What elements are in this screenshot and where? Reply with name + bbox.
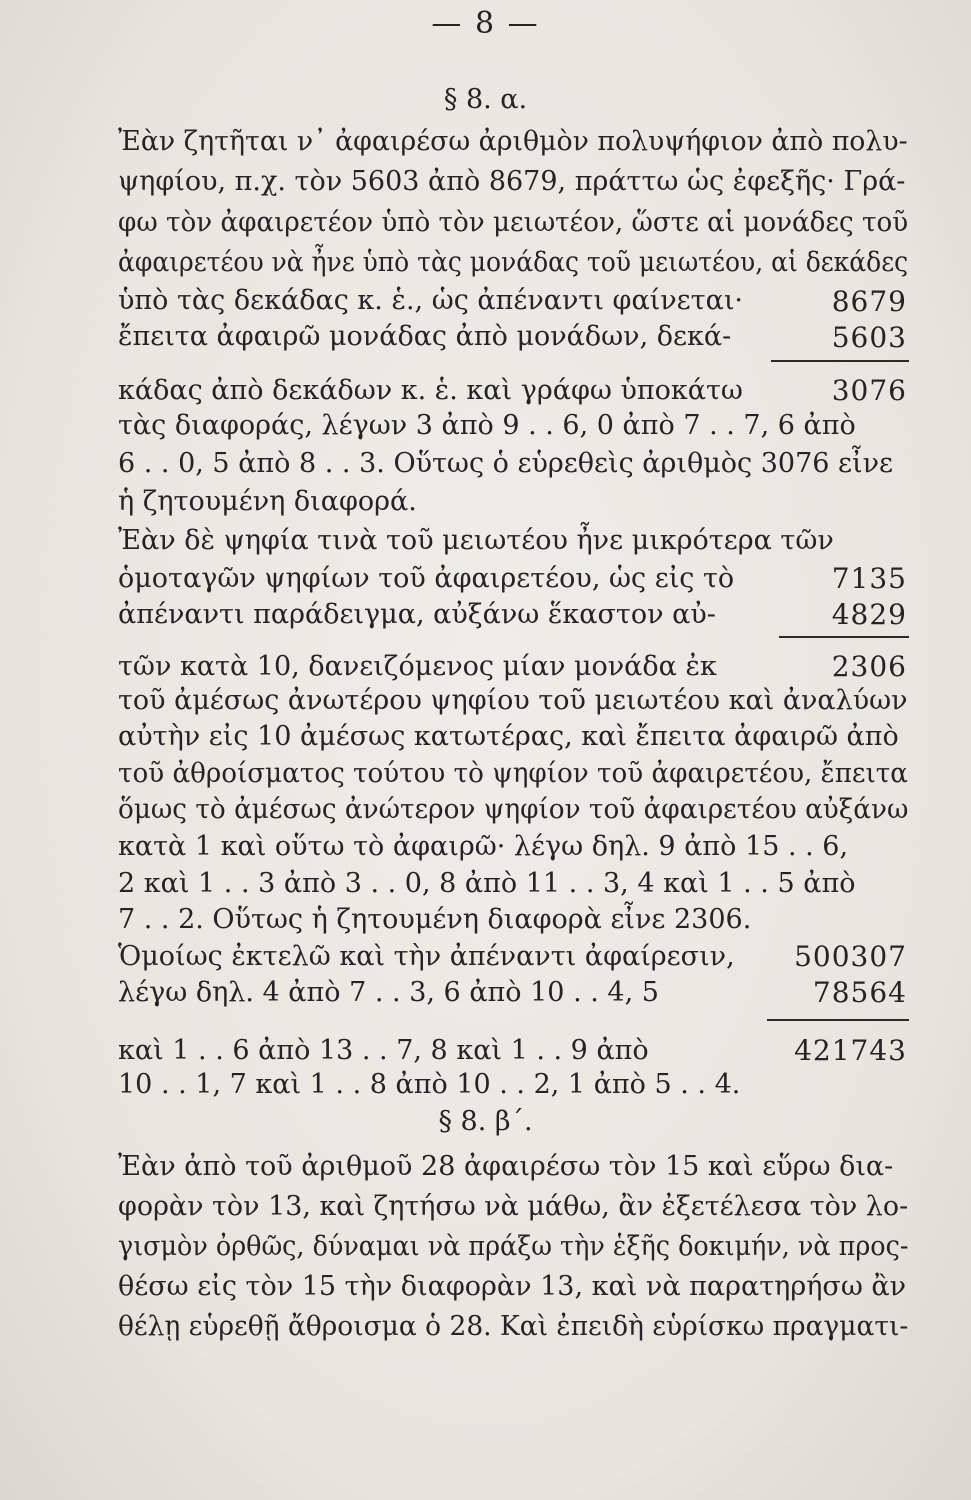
text-line: τῶν κατὰ 10, δανειζόμενος μίαν μονάδα ἐκ bbox=[118, 651, 717, 682]
text-line: φορὰν τὸν 13, καὶ ζητήσω νὰ μάθω, ἂν ἐξετέλεσα τὸν λο- bbox=[118, 1191, 909, 1222]
subtrahend: 4829 bbox=[831, 598, 907, 631]
difference: 3076 bbox=[831, 374, 907, 407]
text-line: κατὰ 1 καὶ οὕτω τὸ ἀφαιρῶ· λέγω δηλ. 9 ἀπὸ 15 . . 6, bbox=[118, 831, 849, 862]
text-line: τοῦ ἀμέσως ἀνωτέρου ψηφίου τοῦ μειωτέου καὶ ἀναλύων bbox=[118, 685, 908, 716]
subtraction-rule bbox=[771, 360, 909, 362]
text-line: ἔπειτα ἀφαιρῶ μονάδας ἀπὸ μονάδων, δεκά- bbox=[118, 321, 732, 352]
text-line: αὐτὴν εἰς 10 ἀμέσως κατωτέρας, καὶ ἔπειτα ἀφαιρῶ ἀπὸ bbox=[118, 721, 899, 752]
text-line: 2 καὶ 1 . . 3 ἀπὸ 3 . . 0, 8 ἀπὸ 11 . . 3, 4 καὶ 1 . . 5 ἀπὸ bbox=[118, 868, 856, 899]
text-line: ἡ ζητουμένη διαφορά. bbox=[118, 486, 417, 517]
subtraction-rule bbox=[767, 1019, 909, 1021]
text-line: Ἐὰν ζητῆται ν᾽ ἀφαιρέσω ἀριθμὸν πολυψήφιον ἀπὸ πολυ- bbox=[118, 126, 908, 157]
text-line: Ἐὰν ἀπὸ τοῦ ἀριθμοῦ 28 ἀφαιρέσω τὸν 15 καὶ εὕρω δια- bbox=[118, 1151, 894, 1182]
text-line: λέγω δηλ. 4 ἀπὸ 7 . . 3, 6 ἀπὸ 10 . . 4, 5 bbox=[118, 977, 659, 1008]
subtrahend: 78564 bbox=[812, 976, 907, 1009]
page-number: — 8 — bbox=[431, 6, 540, 41]
section-heading: § 8. α. bbox=[443, 84, 528, 115]
text-line: θέλῃ εὑρεθῇ ἄθροισμα ὁ 28. Καὶ ἐπειδὴ εὑρίσκω πραγματι- bbox=[118, 1311, 909, 1342]
text-line: κάδας ἀπὸ δεκάδων κ. ἑ. καὶ γράφω ὑποκάτω bbox=[118, 375, 743, 406]
text-line: Ἐὰν δὲ ψηφία τινὰ τοῦ μειωτέου ἦνε μικρότερα τῶν bbox=[118, 525, 834, 556]
text-line: τὰς διαφοράς, λέγων 3 ἀπὸ 9 . . 6, 0 ἀπὸ 7 . . 7, 6 ἀπὸ bbox=[118, 410, 856, 441]
text-line: 6 . . 0, 5 ἀπὸ 8 . . 3. Οὕτως ὁ εὑρεθεὶς ἀριθμὸς 3076 εἶνε bbox=[118, 448, 894, 479]
text-line: ὁμοταγῶν ψηφίων τοῦ ἀφαιρετέου, ὡς εἰς τὸ bbox=[118, 563, 735, 594]
section-heading: § 8. β´. bbox=[438, 1106, 533, 1137]
text-line: ἀφαιρετέου νὰ ἦνε ὑπὸ τὰς μονάδας τοῦ μειωτέου, αἱ δεκάδες bbox=[118, 247, 909, 278]
text-line: γισμὸν ὀρθῶς, δύναμαι νὰ πράξω τὴν ἑξῆς δοκιμήν, νὰ προς- bbox=[118, 1231, 909, 1262]
text-line: 10 . . 1, 7 καὶ 1 . . 8 ἀπὸ 10 . . 2, 1 ἀπὸ 5 . . 4. bbox=[118, 1069, 741, 1100]
text-line: 7 . . 2. Οὕτως ἡ ζητουμένη διαφορὰ εἶνε 2306. bbox=[118, 904, 752, 935]
text-line: τοῦ ἀθροίσματος τούτου τὸ ψηφίον τοῦ ἀφαιρετέου, ἔπειτα bbox=[118, 758, 908, 789]
text-line: καὶ 1 . . 6 ἀπὸ 13 . . 7, 8 καὶ 1 . . 9 ἀπὸ bbox=[118, 1035, 649, 1066]
text-line: θέσω εἰς τὸν 15 τὴν διαφορὰν 13, καὶ νὰ παρατηρήσω ἂν bbox=[118, 1271, 907, 1302]
difference: 421743 bbox=[794, 1034, 907, 1067]
subtrahend: 5603 bbox=[831, 321, 907, 354]
text-line: φω τὸν ἀφαιρετέον ὑπὸ τὸν μειωτέον, ὥστε αἱ μονάδες τοῦ bbox=[118, 207, 909, 238]
text-line: ὑπὸ τὰς δεκάδας κ. ἑ., ὡς ἀπέναντι φαίνεται· bbox=[118, 285, 744, 316]
minuend: 8679 bbox=[831, 285, 907, 318]
subtraction-rule bbox=[779, 636, 909, 638]
minuend: 7135 bbox=[831, 562, 907, 595]
text-line: ψηφίου, π.χ. τὸν 5603 ἀπὸ 8679, πράττω ὡς ἐφεξῆς· Γρά- bbox=[118, 166, 906, 197]
minuend: 500307 bbox=[794, 940, 907, 973]
text-line: ὅμως τὸ ἀμέσως ἀνώτερον ψηφίον τοῦ ἀφαιρετέου αὐξάνω bbox=[118, 794, 909, 825]
difference: 2306 bbox=[831, 650, 907, 683]
text-line: Ὁμοίως ἐκτελῶ καὶ τὴν ἀπέναντι ἀφαίρεσιν, bbox=[118, 941, 735, 972]
text-line: ἀπέναντι παράδειγμα, αὐξάνω ἕκαστον αὐ- bbox=[118, 599, 716, 630]
